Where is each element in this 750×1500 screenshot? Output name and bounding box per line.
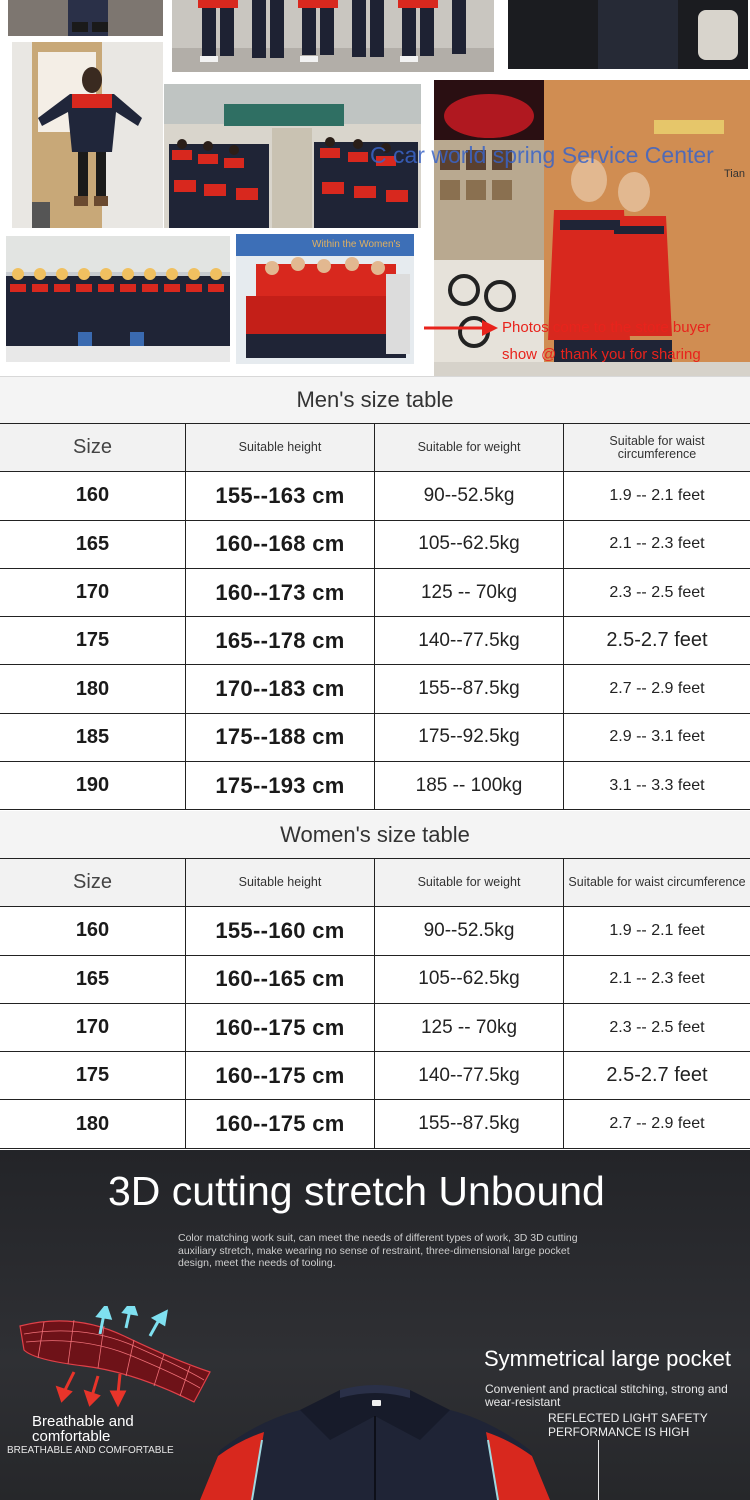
photo-dark-room bbox=[508, 0, 748, 69]
weight-value: 105--62.5kg bbox=[418, 533, 520, 555]
size-value: 170 bbox=[75, 1016, 110, 1039]
header-weight bbox=[375, 424, 564, 471]
size-value: 175 bbox=[75, 1064, 110, 1087]
header-size bbox=[0, 424, 186, 471]
photo-caption-text: Within the Women's bbox=[312, 239, 401, 250]
buyer-show-caption-line2: show @ thank you for sharing bbox=[502, 346, 701, 363]
weight-value: 155--87.5kg bbox=[418, 678, 520, 700]
table-row bbox=[0, 617, 750, 665]
table-row bbox=[0, 1004, 750, 1052]
photo-group-standing-top bbox=[172, 0, 494, 72]
header-weight-label: Suitable for weight bbox=[417, 875, 521, 890]
table-row bbox=[0, 569, 750, 617]
height-value: 160--168 cm bbox=[215, 531, 345, 557]
waist-value: 3.1 -- 3.3 feet bbox=[609, 776, 705, 794]
photo-collage bbox=[0, 0, 750, 376]
men-table-header-row bbox=[0, 424, 750, 472]
waist-value: 2.7 -- 2.9 feet bbox=[609, 680, 705, 698]
reflective-safety-text: REFLECTED LIGHT SAFETY PERFORMANCE IS HIGH bbox=[548, 1411, 708, 1439]
callout-line bbox=[598, 1440, 599, 1500]
promo-banner bbox=[0, 1150, 750, 1500]
height-value: 160--175 cm bbox=[215, 1014, 345, 1040]
size-value: 160 bbox=[75, 484, 110, 507]
header-size-label: Size bbox=[73, 871, 112, 894]
size-value: 160 bbox=[75, 919, 110, 942]
table-row bbox=[0, 1100, 750, 1148]
red-arrow-icon bbox=[422, 317, 500, 339]
weight-value: 105--62.5kg bbox=[418, 968, 520, 990]
height-value: 175--188 cm bbox=[215, 724, 345, 750]
table-row bbox=[0, 907, 750, 955]
waist-value: 2.3 -- 2.5 feet bbox=[609, 583, 705, 601]
height-value: 160--173 cm bbox=[215, 579, 345, 605]
photo-feet-closeup bbox=[8, 0, 163, 36]
height-value: 160--175 cm bbox=[215, 1062, 345, 1088]
size-value: 185 bbox=[75, 725, 110, 748]
header-height-label: Suitable height bbox=[238, 875, 322, 890]
header-waist bbox=[564, 424, 750, 471]
pocket-feature-desc: Convenient and practical stitching, strong and wear-resistant bbox=[485, 1382, 728, 1409]
waist-value: 2.5-2.7 feet bbox=[606, 1064, 708, 1087]
table-row bbox=[0, 521, 750, 569]
header-height-label: Suitable height bbox=[238, 440, 322, 455]
height-value: 155--163 cm bbox=[215, 482, 345, 508]
size-value: 175 bbox=[75, 629, 110, 652]
size-value: 180 bbox=[75, 677, 110, 700]
photo-sitting-group bbox=[236, 234, 414, 364]
header-size-label: Size bbox=[73, 436, 112, 459]
size-value: 165 bbox=[75, 967, 110, 990]
header-height bbox=[186, 424, 375, 471]
height-value: 160--165 cm bbox=[215, 966, 345, 992]
breathable-subtitle: BREATHABLE AND COMFORTABLE bbox=[7, 1445, 174, 1456]
waist-value: 2.3 -- 2.5 feet bbox=[609, 1018, 705, 1036]
store-watermark-sub: Tian bbox=[724, 168, 745, 180]
promo-description: Color matching work suit, can meet the needs of different types of work, 3D 3D cutting auxiliary stretch, make wearing no sense of restraint, three-dimensional large pocket design, meet the needs of tooling. bbox=[178, 1232, 578, 1269]
weight-value: 140--77.5kg bbox=[418, 629, 520, 651]
table-row bbox=[0, 714, 750, 762]
size-value: 165 bbox=[75, 532, 110, 555]
waist-value: 2.5-2.7 feet bbox=[606, 629, 708, 652]
height-value: 155--160 cm bbox=[215, 917, 345, 943]
weight-value: 175--92.5kg bbox=[418, 726, 520, 748]
weight-value: 155--87.5kg bbox=[418, 1113, 520, 1135]
weight-value: 140--77.5kg bbox=[418, 1064, 520, 1086]
weight-value: 90--52.5kg bbox=[423, 484, 515, 506]
weight-value: 185 -- 100kg bbox=[415, 774, 523, 796]
breathable-mesh-icon bbox=[14, 1306, 224, 1416]
weight-value: 125 -- 70kg bbox=[420, 1016, 518, 1038]
women-table-header-row bbox=[0, 859, 750, 907]
header-waist-label: Suitable for waist circumference bbox=[568, 875, 746, 890]
waist-value: 2.1 -- 2.3 feet bbox=[609, 970, 705, 988]
height-value: 170--183 cm bbox=[215, 676, 345, 702]
height-value: 160--175 cm bbox=[215, 1111, 345, 1137]
size-value: 190 bbox=[75, 774, 110, 797]
size-value: 180 bbox=[75, 1112, 110, 1135]
height-value: 175--193 cm bbox=[215, 772, 345, 798]
women-size-table bbox=[0, 811, 750, 1149]
waist-value: 2.7 -- 2.9 feet bbox=[609, 1115, 705, 1133]
photo-woman-back-view bbox=[12, 42, 163, 228]
photo-team-group bbox=[6, 236, 230, 362]
store-watermark-title: C car world spring Service Center bbox=[370, 142, 714, 168]
waist-value: 1.9 -- 2.1 feet bbox=[609, 486, 705, 504]
table-row bbox=[0, 762, 750, 810]
buyer-show-caption-line1: Photos come to the store buyer bbox=[502, 319, 711, 336]
weight-value: 90--52.5kg bbox=[423, 919, 515, 941]
weight-value: 125 -- 70kg bbox=[420, 581, 518, 603]
waist-value: 2.1 -- 2.3 feet bbox=[609, 535, 705, 553]
table-row bbox=[0, 1052, 750, 1100]
header-waist-label: Suitable for waist circumference bbox=[609, 433, 705, 461]
breathable-title: Breathable and comfortable bbox=[32, 1413, 134, 1445]
waist-value: 1.9 -- 2.1 feet bbox=[609, 921, 705, 939]
pocket-feature-title: Symmetrical large pocket bbox=[484, 1346, 731, 1371]
men-table-title: Men's size table bbox=[0, 376, 750, 424]
promo-title: 3D cutting stretch Unbound bbox=[108, 1168, 605, 1214]
table-row bbox=[0, 956, 750, 1004]
waist-value: 2.9 -- 3.1 feet bbox=[609, 728, 705, 746]
men-size-table bbox=[0, 376, 750, 810]
size-value: 170 bbox=[75, 581, 110, 604]
header-weight-label: Suitable for weight bbox=[417, 440, 521, 455]
women-table-title: Women's size table bbox=[0, 811, 750, 859]
height-value: 165--178 cm bbox=[215, 627, 345, 653]
table-row bbox=[0, 472, 750, 520]
table-row bbox=[0, 665, 750, 713]
